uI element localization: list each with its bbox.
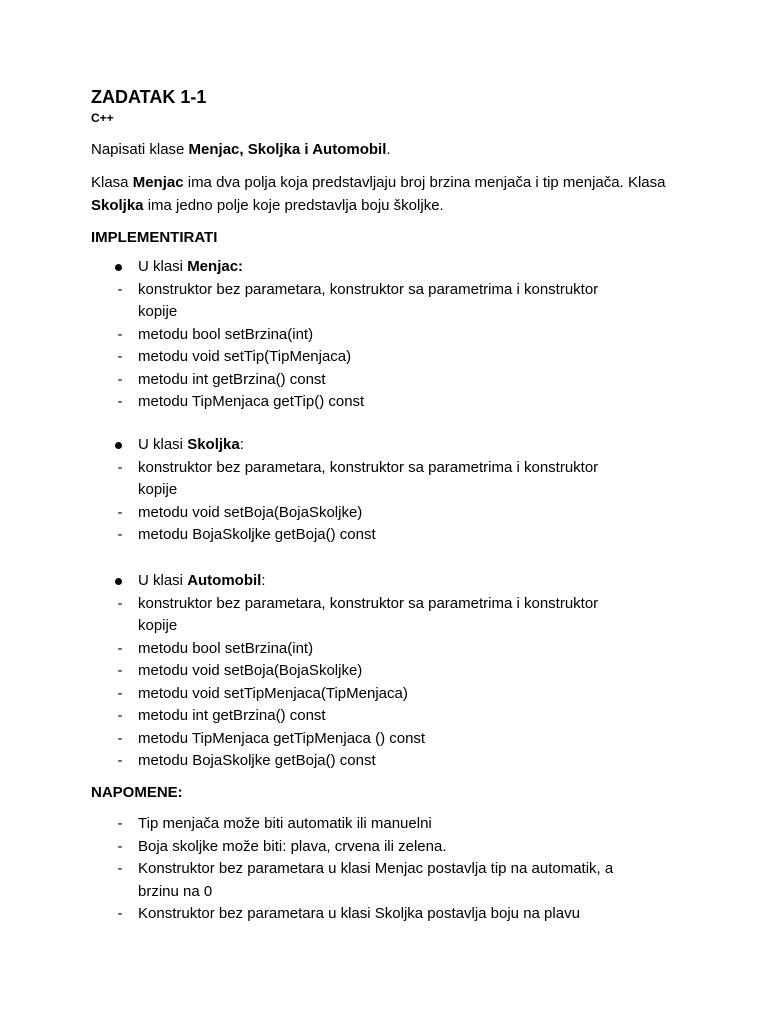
list-item (91, 638, 691, 661)
description-class-menjac: Menjac (132, 174, 184, 191)
dash-icon: - (117, 393, 123, 410)
section-automobil (91, 570, 691, 773)
list-item (91, 324, 691, 347)
list-item (91, 728, 691, 751)
description-paragraph (91, 171, 691, 217)
bullet-icon (115, 264, 122, 271)
list-item-text: metodu void setBoja(BojaSkoljke) (138, 503, 363, 521)
section-header (91, 256, 691, 279)
dash-icon: - (117, 458, 123, 476)
section-prefix: U klasi (138, 258, 188, 275)
section-class-name: Automobil (187, 572, 262, 589)
dash-icon: - (117, 325, 123, 343)
note-text: Tip menjača može biti automatik ili manuelni (138, 815, 432, 832)
list-item (91, 457, 691, 480)
section-prefix: U klasi (138, 572, 188, 589)
list-item-text: metodu void setBoja(BojaSkoljke) (138, 662, 363, 679)
list-item (91, 502, 691, 525)
note-item (91, 836, 691, 859)
list-item-text: metodu bool setBrzina(int) (138, 639, 314, 657)
section-prefix: U klasi (138, 436, 188, 453)
dash-icon: - (117, 280, 123, 298)
note-item (91, 903, 691, 926)
list-item (91, 705, 691, 728)
list-item-text: metodu TipMenjaca getTipMenjaca () const (138, 729, 426, 747)
section-menjac (91, 256, 691, 414)
list-item (91, 391, 691, 414)
dash-icon: - (117, 707, 123, 724)
section-class-name: Skoljka (187, 436, 240, 453)
list-item-text: konstruktor bez parametara, konstruktor sa parametrima i konstruktor (138, 280, 599, 298)
description-text-1: Klasa (91, 174, 133, 191)
note-text: Konstruktor bez parametara u klasi Menjac postavlja tip na automatik, a (138, 860, 614, 877)
list-item-text: metodu BojaSkoljke getBoja() const (138, 752, 376, 769)
dash-icon: - (117, 860, 123, 877)
intro-text: Napisati klase (91, 141, 189, 158)
list-item-continuation: kopije (138, 481, 178, 498)
section-suffix: : (261, 572, 266, 589)
dash-icon: - (117, 639, 123, 657)
notes-list (91, 813, 691, 926)
list-item (91, 524, 691, 547)
list-item (91, 660, 691, 683)
dash-icon: - (117, 837, 123, 855)
list-item-text: metodu BojaSkoljke getBoja() const (138, 526, 376, 543)
list-item-text: metodu TipMenjaca getTip() const (138, 393, 365, 410)
dash-icon: - (117, 594, 123, 612)
section-suffix: : (239, 436, 244, 453)
dash-icon: - (117, 348, 123, 365)
list-item (91, 593, 691, 616)
dash-icon: - (117, 662, 123, 679)
intro-class-names: Menjac, Skoljka i Automobil (188, 141, 387, 158)
list-item-text: konstruktor bez parametara, konstruktor sa parametrima i konstruktor (138, 458, 599, 476)
list-item-text: metodu int getBrzina() const (138, 370, 326, 388)
dash-icon: - (117, 526, 123, 543)
note-text: Konstruktor bez parametara u klasi Skoljka postavlja boju na plavu (138, 905, 580, 922)
dash-icon: - (117, 752, 123, 769)
section-header (91, 434, 691, 457)
note-text: Boja skoljke može biti: plava, crvena ili zelena. (138, 837, 447, 855)
list-item (91, 683, 691, 706)
document-title: ZADATAK 1-1 (91, 87, 207, 107)
description-class-skoljka: Skoljka (91, 197, 144, 214)
dash-icon: - (117, 815, 123, 832)
list-item (91, 279, 691, 302)
list-item-text: metodu void setTip(TipMenjaca) (138, 348, 352, 365)
dash-icon: - (117, 503, 123, 521)
notes-heading: NAPOMENE: (91, 784, 183, 801)
section-header (91, 570, 691, 593)
dash-icon: - (117, 684, 123, 702)
list-item-text: metodu int getBrzina() const (138, 707, 326, 724)
intro-paragraph (91, 138, 691, 161)
section-suffix: : (238, 258, 244, 275)
intro-period: . (386, 141, 391, 158)
description-text-3: ima jedno polje koje predstavlja boju školjke. (143, 197, 444, 214)
note-continuation: brzinu na 0 (138, 882, 213, 900)
list-item-continuation: kopije (138, 617, 178, 634)
note-item (91, 858, 691, 881)
list-item-text: konstruktor bez parametara, konstruktor sa parametrima i konstruktor (138, 594, 599, 612)
list-item (91, 750, 691, 773)
list-item (91, 369, 691, 392)
list-item-text: metodu void setTipMenjaca(TipMenjaca) (138, 684, 408, 702)
bullet-icon (115, 442, 122, 449)
list-item-continuation: kopije (138, 303, 178, 320)
implement-heading: IMPLEMENTIRATI (91, 229, 218, 246)
dash-icon: - (117, 370, 123, 388)
dash-icon: - (117, 905, 123, 922)
note-item (91, 813, 691, 836)
document-subtitle: C++ (91, 111, 114, 125)
bullet-icon (115, 578, 122, 585)
dash-icon: - (117, 729, 123, 747)
list-item-text: metodu bool setBrzina(int) (138, 325, 314, 343)
section-class-name: Menjac (187, 258, 239, 275)
section-skoljka (91, 434, 691, 547)
description-text-2: ima dva polja koja predstavljaju broj brzina menjača i tip menjača. Klasa (183, 174, 666, 191)
list-item (91, 346, 691, 369)
